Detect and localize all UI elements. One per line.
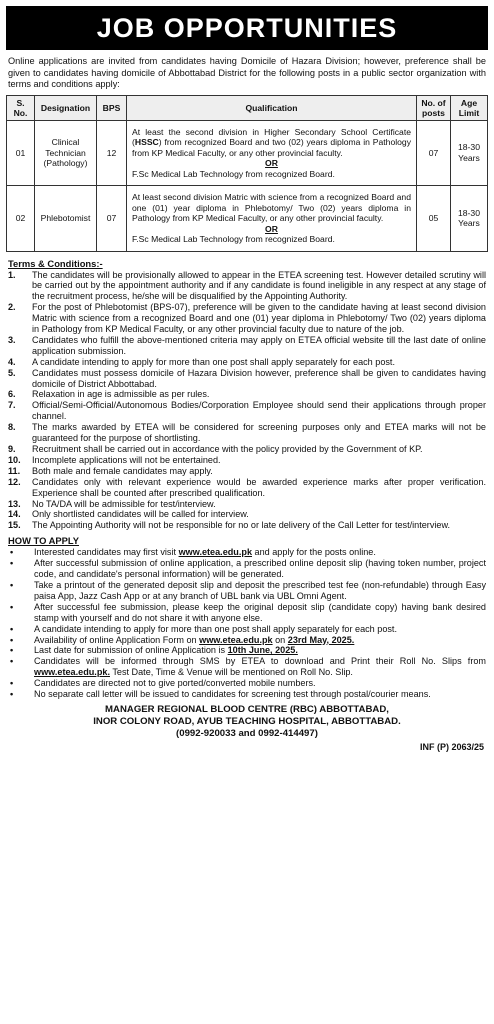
table-header-row [7,95,488,120]
item-text: Candidates must possess domicile of Hazara Division however, preference shall be given to candidates having domicile of District Abbottabad. [32,367,486,389]
item-text: Take a printout of the generated deposit slip and deposit the prescribed test fee (non-refundable) through Easy paisa App, Jazz Cash App or at any branch of UBL bank via UBL Omni Agent. [34,579,486,601]
cell-qualification [127,186,417,252]
or-separator: OR [265,158,278,168]
table-row [7,120,488,186]
item-text: No TA/DA will be admissible for test/interview. [32,498,216,509]
item-number: 1. [8,269,16,280]
header-posts: No. of posts [417,95,451,120]
item-number: 2. [8,302,16,313]
list-item [6,520,486,531]
list-item [6,400,486,422]
cell-posts: 07 [417,120,451,186]
item-number: 4. [8,356,16,367]
item-text: Last date for submission of online Application is 10th June, 2025. [34,645,298,656]
availability-date: 23rd May, 2025. [287,634,355,645]
list-item [6,270,486,303]
bullet-icon: • [10,634,14,645]
cell-age: 18-30 Years [451,186,488,252]
item-text: Interested candidates may first visit www.etea.edu.pk and apply for the posts online. [34,547,376,558]
how-to-apply-heading: HOW TO APPLY [8,535,80,547]
qualification-alt: F.Sc Medical Lab Technology from recognized Board. [132,168,335,179]
item-text: The candidates will be provisionally allowed to appear in the ETEA screening test. However detailed scrutiny will be carried out by the appointment authority and if any candidate is found ineligible in any respect at any stage of the recruitment process, he/she will be disqualified by the Appointing Authority. [32,269,486,302]
qualification-text: ) from recognized Board and two (02) years diploma in Pathology from KP Medical Faculty, or any other provincial faculty. [132,137,411,158]
cell-designation: Phlebotomist [35,186,97,252]
list-item [6,368,486,390]
item-number: 11. [8,465,21,476]
item-text: A candidate intending to apply for more than one post shall apply separately for each post. [34,623,397,634]
item-text: Both male and female candidates may apply. [32,465,213,476]
cell-bps: 07 [97,186,127,252]
item-text: Candidates are directed not to give ported/converted mobile numbers. [34,678,316,689]
item-number: 6. [8,389,16,400]
header-qualification: Qualification [127,95,417,120]
list-item [6,678,486,689]
list-item [6,558,486,580]
address-line-1: MANAGER REGIONAL BLOOD CENTRE (RBC) ABBOTTABAD, [105,703,389,715]
item-text: For the post of Phlebotomist (BPS-07), preference will be given to the candidate having at least second division Matric with science from a recognized Board and one (01) year diploma in Phlebotomy/ Two (02) years diploma in Pathology from KP Medical Faculty, or any other provincial faculty due to nature of the job. [32,302,486,335]
item-text: Candidates will be informed through SMS by ETEA to download and Print their Roll No. Slips from www.etea.edu.pk. Test Date, Time & Venue will be mentioned on Roll No. Slip. [34,656,486,678]
etea-link[interactable]: www.etea.edu.pk [199,634,273,645]
phone-numbers: (0992-920033 and 0992-414497) [176,727,318,739]
item-text: The marks awarded by ETEA will be considered for screening purposes only and ETEA marks will not be guaranteed for the purpose of shortlisting. [32,422,486,444]
item-text: Official/Semi-Official/Autonomous Bodies/Corporation Employee should send their applications through proper channel. [32,400,486,422]
etea-link[interactable]: www.etea.edu.pk. [34,667,110,678]
last-date: 10th June, 2025. [227,645,298,656]
cell-age: 18-30 Years [451,120,488,186]
item-text: Recruitment shall be carried out in accordance with the policy provided by the Government of KP. [32,444,423,454]
list-item [6,689,486,700]
cell-posts: 05 [417,186,451,252]
list-item [6,499,486,510]
table-row [7,186,488,252]
list-item [6,422,486,444]
qualification-bold: HSSC [134,137,159,147]
cell-qualification [127,120,417,186]
reference-number: INF (P) 2063/25 [419,741,484,752]
list-item [6,580,486,602]
list-item [6,444,486,455]
bullet-icon: • [10,689,14,700]
bullet-icon: • [10,601,14,612]
cell-designation: Clinical Technician (Pathology) [35,120,97,186]
item-number: 15. [8,520,21,531]
item-text: Incomplete applications will not be entertained. [32,454,221,465]
terms-list [6,270,488,532]
item-text: Candidates who fulfill the above-mentioned criteria may apply on ETEA official website till the last date of online application submission. [32,334,486,356]
cell-bps: 12 [97,120,127,186]
list-item [6,509,486,520]
list-item [6,455,486,466]
qualification-alt: F.Sc Medical Lab Technology from recognized Board. [132,234,335,244]
cell-sno: 01 [7,120,35,186]
item-text: The Appointing Authority will not be responsible for no or late delivery of the Call Letter for test/interview. [32,520,451,531]
posts-table [6,95,488,252]
item-text: Relaxation in age is admissible as per rules. [32,389,210,400]
cell-sno: 02 [7,186,35,252]
header-age: Age Limit [451,95,488,120]
bullet-icon: • [10,656,14,667]
bullet-icon: • [10,558,14,569]
etea-link[interactable]: www.etea.edu.pk [178,547,253,558]
how-to-apply-list [6,547,488,700]
list-item [6,635,486,646]
qualification-main: At least second division Matric with science from a recognized Board and one (01) year diploma in Phlebotomy/ Two (02) years diploma in Pathology from KP Medical Faculty, or any other provincial faculty. [132,192,411,223]
header-designation: Designation [35,95,97,120]
list-item [6,357,486,368]
item-text: After successful fee submission, please keep the original deposit slip (candidate copy) having bank desired stamp with yourself and do not share it with anyone else. [34,601,486,623]
header-bps: BPS [97,95,127,120]
list-item [6,602,486,624]
item-text: Candidates only with relevant experience would be awarded experience marks after proper verification. Experience shall be counted after prescribed qualification. [32,476,486,498]
item-number: 7. [8,400,16,411]
list-item [6,335,486,357]
address-line-2: INOR COLONY ROAD, AYUB TEACHING HOSPITAL, ABBOTTABAD. [93,715,401,727]
list-item [6,547,486,558]
qualification-main [132,127,411,159]
item-number: 14. [8,509,21,520]
contact-address [6,704,488,740]
item-number: 8. [8,422,16,433]
item-text: Availability of online Application Form on www.etea.edu.pk on 23rd May, 2025. [34,634,355,645]
item-number: 13. [8,498,21,509]
intro-paragraph: Online applications are invited from candidates having Domicile of Hazara Division; however, preference shall be given to candidates having domicile of Abbottabad District for the following posts in a public sector organization with terms and conditions apply: [8,56,486,89]
list-item [6,466,486,477]
list-item [6,656,486,678]
bullet-icon: • [10,579,14,590]
list-item [6,302,486,335]
item-number: 10. [8,454,21,465]
list-item [6,477,486,499]
list-item [6,645,486,656]
item-text: No separate call letter will be issued to candidates for screening test through postal/courier means. [34,689,431,700]
header-sno: S. No. [7,95,35,120]
item-text: Only shortlisted candidates will be called for interview. [32,509,249,520]
qualification-text: At least the second division in Higher Secondary School Certificate ( [132,126,411,147]
item-number: 9. [8,444,16,454]
item-text: After successful submission of online application, a prescribed online deposit slip (having token number, project code, and candidate's personal information) will be generated. [34,558,486,580]
item-number: 5. [8,367,16,378]
item-number: 12. [8,476,21,487]
list-item [6,389,486,400]
item-number: 3. [8,334,16,345]
item-text: A candidate intending to apply for more than one post shall apply separately for each post. [32,356,395,367]
bullet-icon: • [10,547,14,558]
list-item [6,624,486,635]
or-separator: OR [265,223,278,234]
terms-heading: Terms & Conditions:- [8,257,103,269]
page-title: JOB OPPORTUNITIES [6,6,488,50]
bullet-icon: • [10,645,14,656]
bullet-icon: • [10,623,14,634]
bullet-icon: • [10,678,14,689]
